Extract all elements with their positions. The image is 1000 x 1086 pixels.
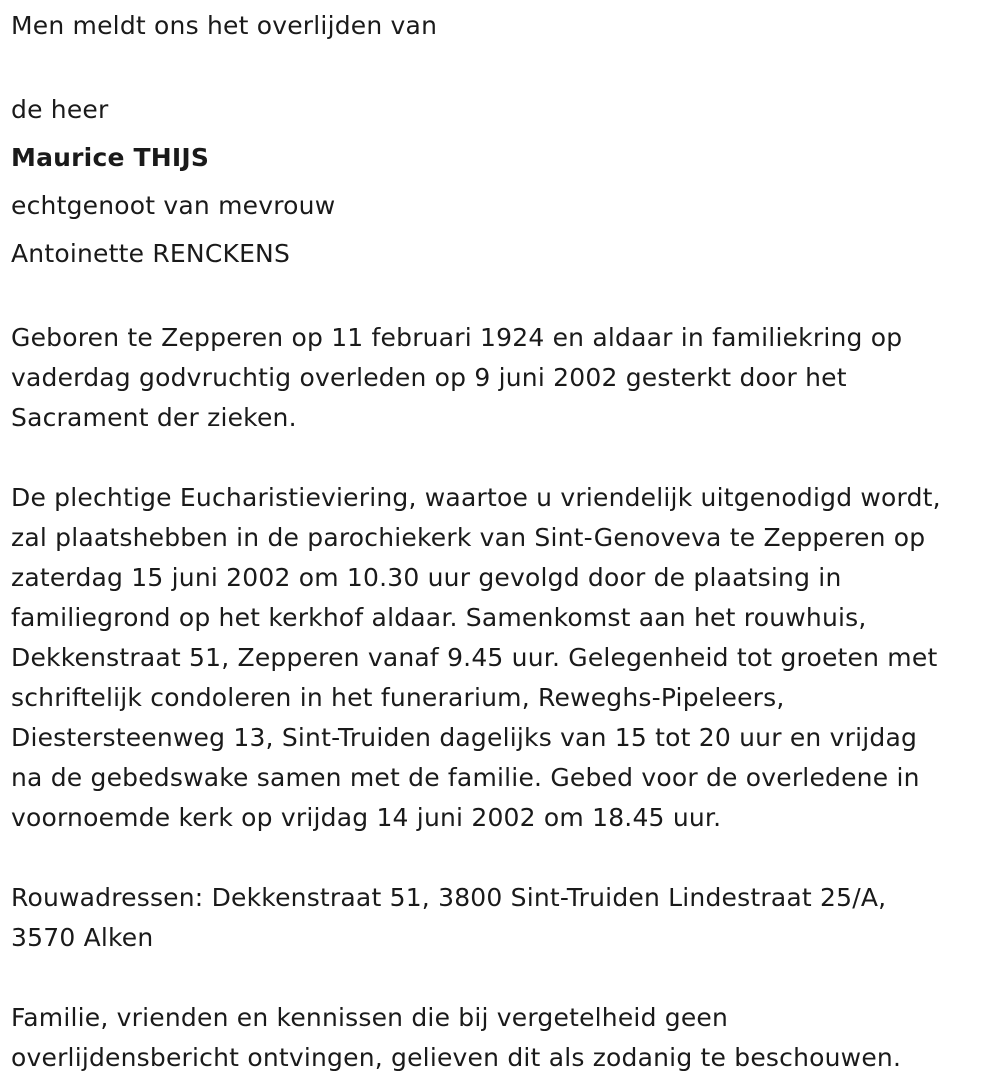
paragraph-line: voornoemde kerk op vrijdag 14 juni 2002 om 18.45 uur. — [11, 803, 722, 832]
spacer — [11, 46, 991, 86]
paragraph-line: De plechtige Eucharistieviering, waartoe u vriendelijk uitgenodigd wordt, — [11, 483, 941, 512]
paragraph-line: Familie, vrienden en kennissen die bij vergetelheid geen — [11, 1003, 729, 1032]
paragraph-line: Rouwadressen: Dekkenstraat 51, 3800 Sint-Truiden Lindestraat 25/A, — [11, 883, 887, 912]
paragraph-line: zal plaatshebben in de parochiekerk van Sint-Genoveva te Zepperen op — [11, 523, 926, 552]
deceased-name: Maurice THIJS — [11, 143, 210, 172]
spacer — [11, 278, 991, 318]
paragraph-line: familiegrond op het kerkhof aldaar. Samenkomst aan het rouwhuis, — [11, 603, 867, 632]
paragraph-line: Geboren te Zepperen op 11 februari 1924 en aldaar in familiekring op — [11, 323, 903, 352]
closing-paragraph — [11, 998, 991, 1078]
paragraph-line: Diestersteenweg 13, Sint-Truiden dagelijks van 15 tot 20 uur en vrijdag — [11, 723, 918, 752]
relation-line: echtgenoot van mevrouw — [11, 191, 336, 220]
spacer — [11, 958, 991, 998]
ceremony-paragraph — [11, 478, 991, 838]
paragraph-line: zaterdag 15 juni 2002 om 10.30 uur gevolgd door de plaatsing in — [11, 563, 842, 592]
paragraph-line: schriftelijk condoleren in het funerarium, Reweghs-Pipeleers, — [11, 683, 785, 712]
addresses-paragraph — [11, 878, 991, 958]
paragraph-line: vaderdag godvruchtig overleden op 9 juni 2002 gesterkt door het — [11, 363, 847, 392]
paragraph-line: na de gebedswake samen met de familie. Gebed voor de overledene in — [11, 763, 920, 792]
death-notice — [11, 6, 991, 1078]
paragraph-line: Dekkenstraat 51, Zepperen vanaf 9.45 uur. Gelegenheid tot groeten met — [11, 643, 938, 672]
birth-death-paragraph — [11, 318, 991, 438]
paragraph-line: 3570 Alken — [11, 923, 154, 952]
salutation: de heer — [11, 95, 109, 124]
spacer — [11, 838, 991, 878]
paragraph-line: overlijdensbericht ontvingen, gelieven dit als zodanig te beschouwen. — [11, 1043, 902, 1072]
intro-line: Men meldt ons het overlijden van — [11, 11, 438, 40]
paragraph-line: Sacrament der zieken. — [11, 403, 297, 432]
spacer — [11, 438, 991, 478]
spouse-name: Antoinette RENCKENS — [11, 239, 291, 268]
